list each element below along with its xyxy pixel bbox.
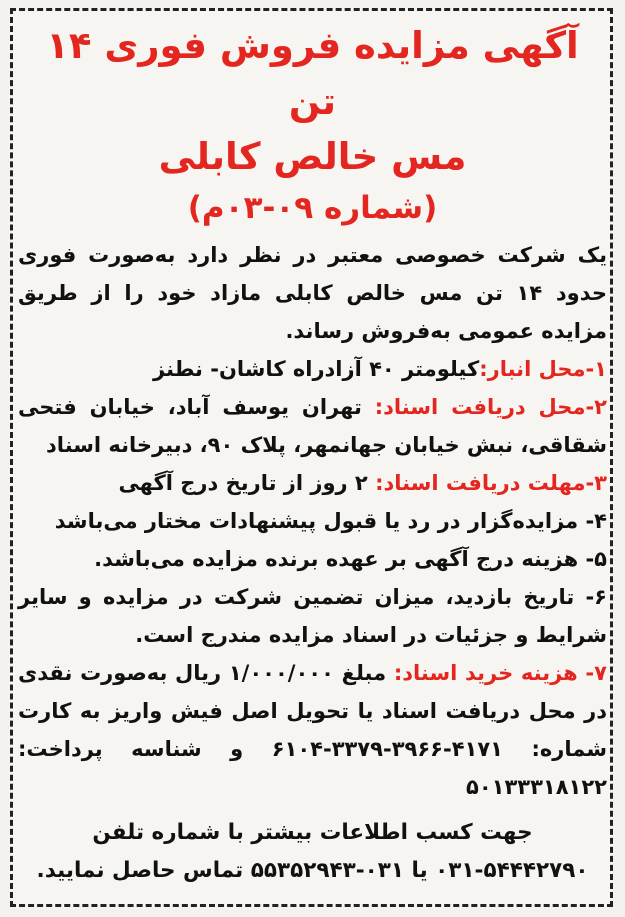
item-label: ۱-محل انبار: <box>479 357 607 381</box>
item-visit-details <box>18 578 607 654</box>
item-ad-cost <box>18 540 607 578</box>
item-text: مبلغ ۱/۰۰۰/۰۰۰ ریال به‌صورت نقدی در محل دریافت اسناد یا تحویل اصل فیش واریز به کارت شماره: ۴۱۷۱-۳۹۶۶-۳۳۷۹-۶۱۰۴ و شناسه پرداخت: ۵۰۱۳۳۳۱۸۱۲۲ <box>18 661 608 799</box>
item-label: ۳-مهلت دریافت اسناد: <box>375 471 607 495</box>
item-text: ۲ روز از تاریخ درج آگهی <box>118 471 376 495</box>
item-text: ۴- مزایده‌گزار در رد یا قبول پیشنهادات مختار می‌باشد <box>54 509 607 533</box>
ad-subtitle: مس خالص کابلی <box>158 135 467 178</box>
contact-line: جهت کسب اطلاعات بیشتر با شماره تلفن <box>92 820 533 845</box>
item-document-price <box>18 654 607 806</box>
contact-phones: ۰۳۱-۵۴۴۴۲۷۹۰ یا ۰۳۱-۵۵۳۵۲۹۴۳ تماس حاصل نمایید. <box>36 858 589 883</box>
item-text: تهران یوسف آباد، خیابان فتحی شقاقی، نبش خیابان جهانمهر، پلاک ۹۰، دبیرخانه اسناد <box>18 395 607 457</box>
item-label: ۷- هزینه خرید اسناد: <box>393 661 607 685</box>
contact-footer <box>18 814 607 890</box>
ad-content <box>18 18 607 890</box>
ad-number: (شماره ۰۹-۰۳م) <box>187 190 438 226</box>
item-documents-deadline <box>18 464 607 502</box>
ad-title: آگهی مزایده فروش فوری ۱۴ تن <box>46 24 579 123</box>
intro-paragraph: یک شرکت خصوصی معتبر در نظر دارد به‌صورت فوری حدود ۱۴ تن مس خالص کابلی مازاد خود را از طریق مزایده عمومی به‌فروش رساند. <box>18 243 607 343</box>
item-documents-location <box>18 388 607 464</box>
item-label: ۲-محل دریافت اسناد: <box>374 395 607 419</box>
item-text: ۶- تاریخ بازدید، میزان تضمین شرکت در مزایده و سایر شرایط و جزئیات در اسناد مزایده مندرج است. <box>18 585 607 647</box>
item-text: ۵- هزینه درج آگهی بر عهده برنده مزایده می‌باشد. <box>94 547 607 571</box>
item-text: کیلومتر ۴۰ آزادراه کاشان- نطنز <box>152 357 480 381</box>
item-rejection-right <box>18 502 607 540</box>
item-warehouse <box>18 350 607 388</box>
